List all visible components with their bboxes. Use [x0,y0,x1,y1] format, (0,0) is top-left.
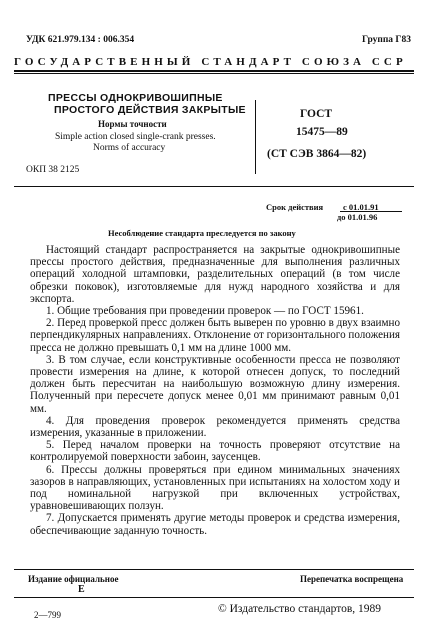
english-title-line-2: Norms of accuracy [93,143,166,153]
clause-4: 4. Для проведения проверок рекомендуется применять средства измерения, указанные в приложении. [30,414,400,440]
validity-from: с 01.01.91 [343,202,379,212]
validity-label: Срок действия [266,202,324,212]
okp-code: ОКП 38 2125 [26,165,80,175]
header-rule-thin [14,73,414,74]
clause-2: 2. Перед проверкой пресс должен быть выверен по уровню в двух взаимно перпендикулярных направлениях. Отклонение от горизонтального положения пресса не должно превышать 0,1 мм на длине 1000 мм. [30,317,400,354]
state-standard-heading: ГОСУДАРСТВЕННЫЙ СТАНДАРТ СОЮЗА ССР [14,56,407,68]
clause-5: 5. Перед началом проверки на точность проверяют отсутствие на контролируемой поверхности забоин, заусенцев. [30,439,400,464]
edition-letter: Е [78,584,85,595]
title-subtitle: Нормы точности [98,119,167,129]
clause-6: 6. Прессы должны проверяться при едином минимальных значениях зазоров в направляющих, установленных при испытаниях на холостом ходу и под номинальной нагрузкой при включенных устройствах, уравновешивающих ползун. [30,463,400,513]
udk-code: УДК 621.979.134 : 006.354 [26,35,135,45]
clause-1: 1. Общие требования при проведении проверок — по ГОСТ 15961. [46,305,364,318]
reprint-prohibited-label: Перепечатка воспрещена [300,574,404,584]
st-sev-number: (СТ СЭВ 3864—82) [267,148,367,160]
clause-3: 3. В том случае, если конструктивные особенности пресса не позволяют провести измерения на длине, к которой отнесен допуск, то последний должен быть пересчитан на наибольшую возможную длину измерения. Полученный при пересчете допуск менее 0,01 мм принимают равным 0,01 мм. [30,353,400,415]
footer-rule [14,569,414,570]
english-title-line-1: Simple action closed single-crank presses. [55,132,216,142]
gost-number: 15475—89 [296,126,348,138]
clause-7: 7. Допускается применять другие методы проверок и средства измерения, обеспечивающие заданную точность. [30,512,400,537]
non-compliance-notice: Несоблюдение стандарта преследуется по закону [108,228,296,238]
title-line-1: ПРЕССЫ ОДНОКРИВОШИПНЫЕ [48,92,223,104]
header-rule-thick [14,70,414,72]
print-code: 2—799 [34,610,61,620]
section-rule [14,186,414,187]
intro-paragraph: Настоящий стандарт распространяется на закрытые однокривошипные прессы простого действия, предназначенные для выполнения различных операций холодной штамповки, разделительных операций (в том числе обрезки поковок), изготовляемые для нужд народного хозяйства и для экспорта. [30,244,400,305]
gost-label: ГОСТ [300,108,333,120]
official-edition-label: Издание официальное [28,574,119,584]
title-line-2: ПРОСТОГО ДЕЙСТВИЯ ЗАКРЫТЫЕ [54,104,246,116]
body-text [30,244,400,537]
copyright-notice: © Издательство стандартов, 1989 [218,603,382,615]
group-code: Группа Г83 [362,35,411,45]
footer-rule-bottom [14,597,414,598]
validity-to: до 01.01.96 [337,212,378,222]
